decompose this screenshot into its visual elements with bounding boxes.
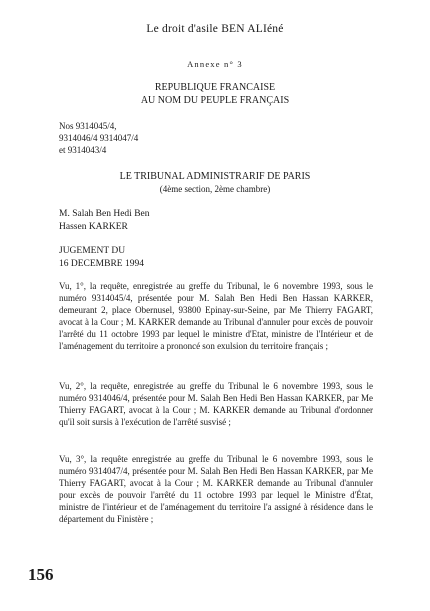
case-numbers-line-3: et 9314043/4 [59,145,107,155]
parties-line-2: Hassen KARKER [59,221,128,232]
judgment-date [59,245,144,270]
case-numbers [59,120,138,156]
parties-line-1: M. Salah Ben Hedi Ben [59,209,150,219]
paragraph-1: Vu, 1°, la requête, enregistrée au greffe du Tribunal, le 6 novembre 1993, sous le numéro 9314045/4, présentée pour M. Salah Ben Hedi Ben Hassan KARKER, demeurant 2, place Obernusel, 93800 Epinay-sur-Seine, par Me Thierry FAGART, avocat à la Cour ; M. KARKER demande au Tribunal d'annuler pour excès de pouvoir l'arrêté du 11 octobre 1993 par lequel le ministre d'Etat, ministre de l'Intérieur et de l'aménagement du territoire a prononcé son exulsion du territoire français ; [59,281,373,351]
judgment-line-2: 16 DECEMBRE 1994 [59,258,144,269]
republic-line-2: AU NOM DU PEUPLE FRANÇAIS [140,95,290,106]
parties [59,208,150,233]
case-numbers-line-1: Nos 9314045/4, [59,121,117,131]
tribunal-heading [0,170,430,196]
republic-line-1: REPUBLIQUE FRANCAISE [154,82,276,93]
page-number: 156 [28,565,54,584]
paragraph-3: Vu, 3°, la requête enregistrée au greffe du Tribunal le 6 novembre 1993, sous le numéro 9314047/4, présentée pour M. Salah Ben Hedi Ben Hassan KARKER, par Me Thierry FAGART, avocat à la Cour ; M. KARKER demande au Tribunal d'annuler pour excès de pouvoir l'arrêté du 11 octobre 1993 par lequel le Ministre d'État, ministre de l'intérieur et de l'aménagement du territoire l'a assigné à résidence dans le département du Finistère ; [59,454,373,524]
paragraph-2: Vu, 2°, la requête, enregistrée au greffe du Tribunal le 6 novembre 1993, sous le numéro 9314046/4, présentée pour M. Salah Ben Hedi Ben Hassan KARKER, par Me Thierry FAGART, avocat à la Cour ; M. KARKER demande au Tribunal d'ordonner qu'il soit sursis à l'exécution de l'arrêté susvisé ; [59,381,373,427]
case-numbers-line-2: 9314046/4 9314047/4 [59,133,139,143]
tribunal-chamber: (4ème section, 2ème chambre) [159,184,271,194]
running-head: Le droit d'asile BEN ALIéné [146,23,284,35]
annex-label: Annexe n° 3 [187,59,243,69]
judgment-line-1: JUGEMENT DU [59,246,126,256]
republic-heading [0,81,430,107]
tribunal-name: LE TRIBUNAL ADMINISTRARIF DE PARIS [119,171,311,182]
